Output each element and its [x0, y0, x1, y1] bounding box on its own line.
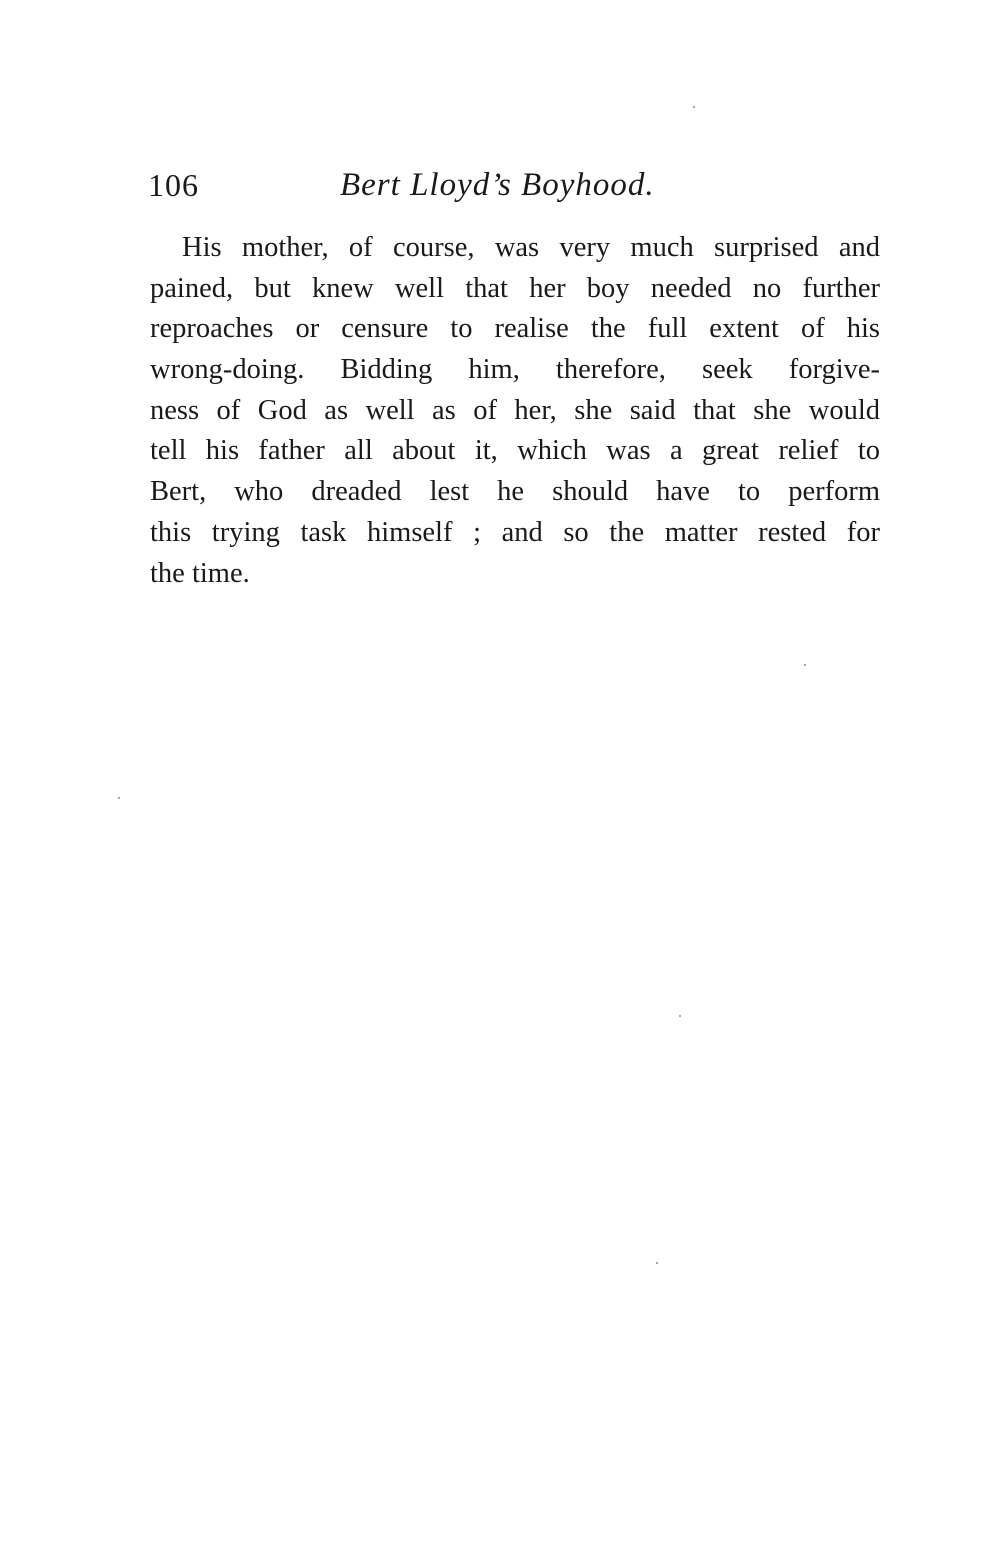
text-line: Bert, who dreaded lest he should have to perform: [150, 476, 880, 508]
page-number: 106: [148, 167, 199, 203]
paper-speck: [804, 664, 806, 666]
body-paragraph: [150, 228, 880, 594]
text-line: wrong-doing. Bidding him, therefore, seek forgive-: [150, 354, 880, 386]
text-line: ness of God as well as of her, she said that she would: [150, 394, 880, 426]
paper-speck: [118, 797, 120, 799]
text-line: pained, but knew well that her boy needed no further: [150, 272, 880, 304]
running-title: Bert Lloyd’s Boyhood.: [340, 167, 655, 203]
paper-speck: [679, 1015, 681, 1017]
paper-speck: [656, 1262, 658, 1264]
paper-speck: [693, 106, 695, 108]
running-head: [148, 160, 888, 210]
text-line: reproaches or censure to realise the full extent of his: [150, 313, 880, 345]
text-line: this trying task himself ; and so the matter rested for: [150, 516, 880, 548]
text-line: tell his father all about it, which was a great relief to: [150, 435, 880, 467]
text-line: His mother, of course, was very much surprised and: [182, 232, 880, 263]
text-line: the time.: [150, 557, 250, 589]
